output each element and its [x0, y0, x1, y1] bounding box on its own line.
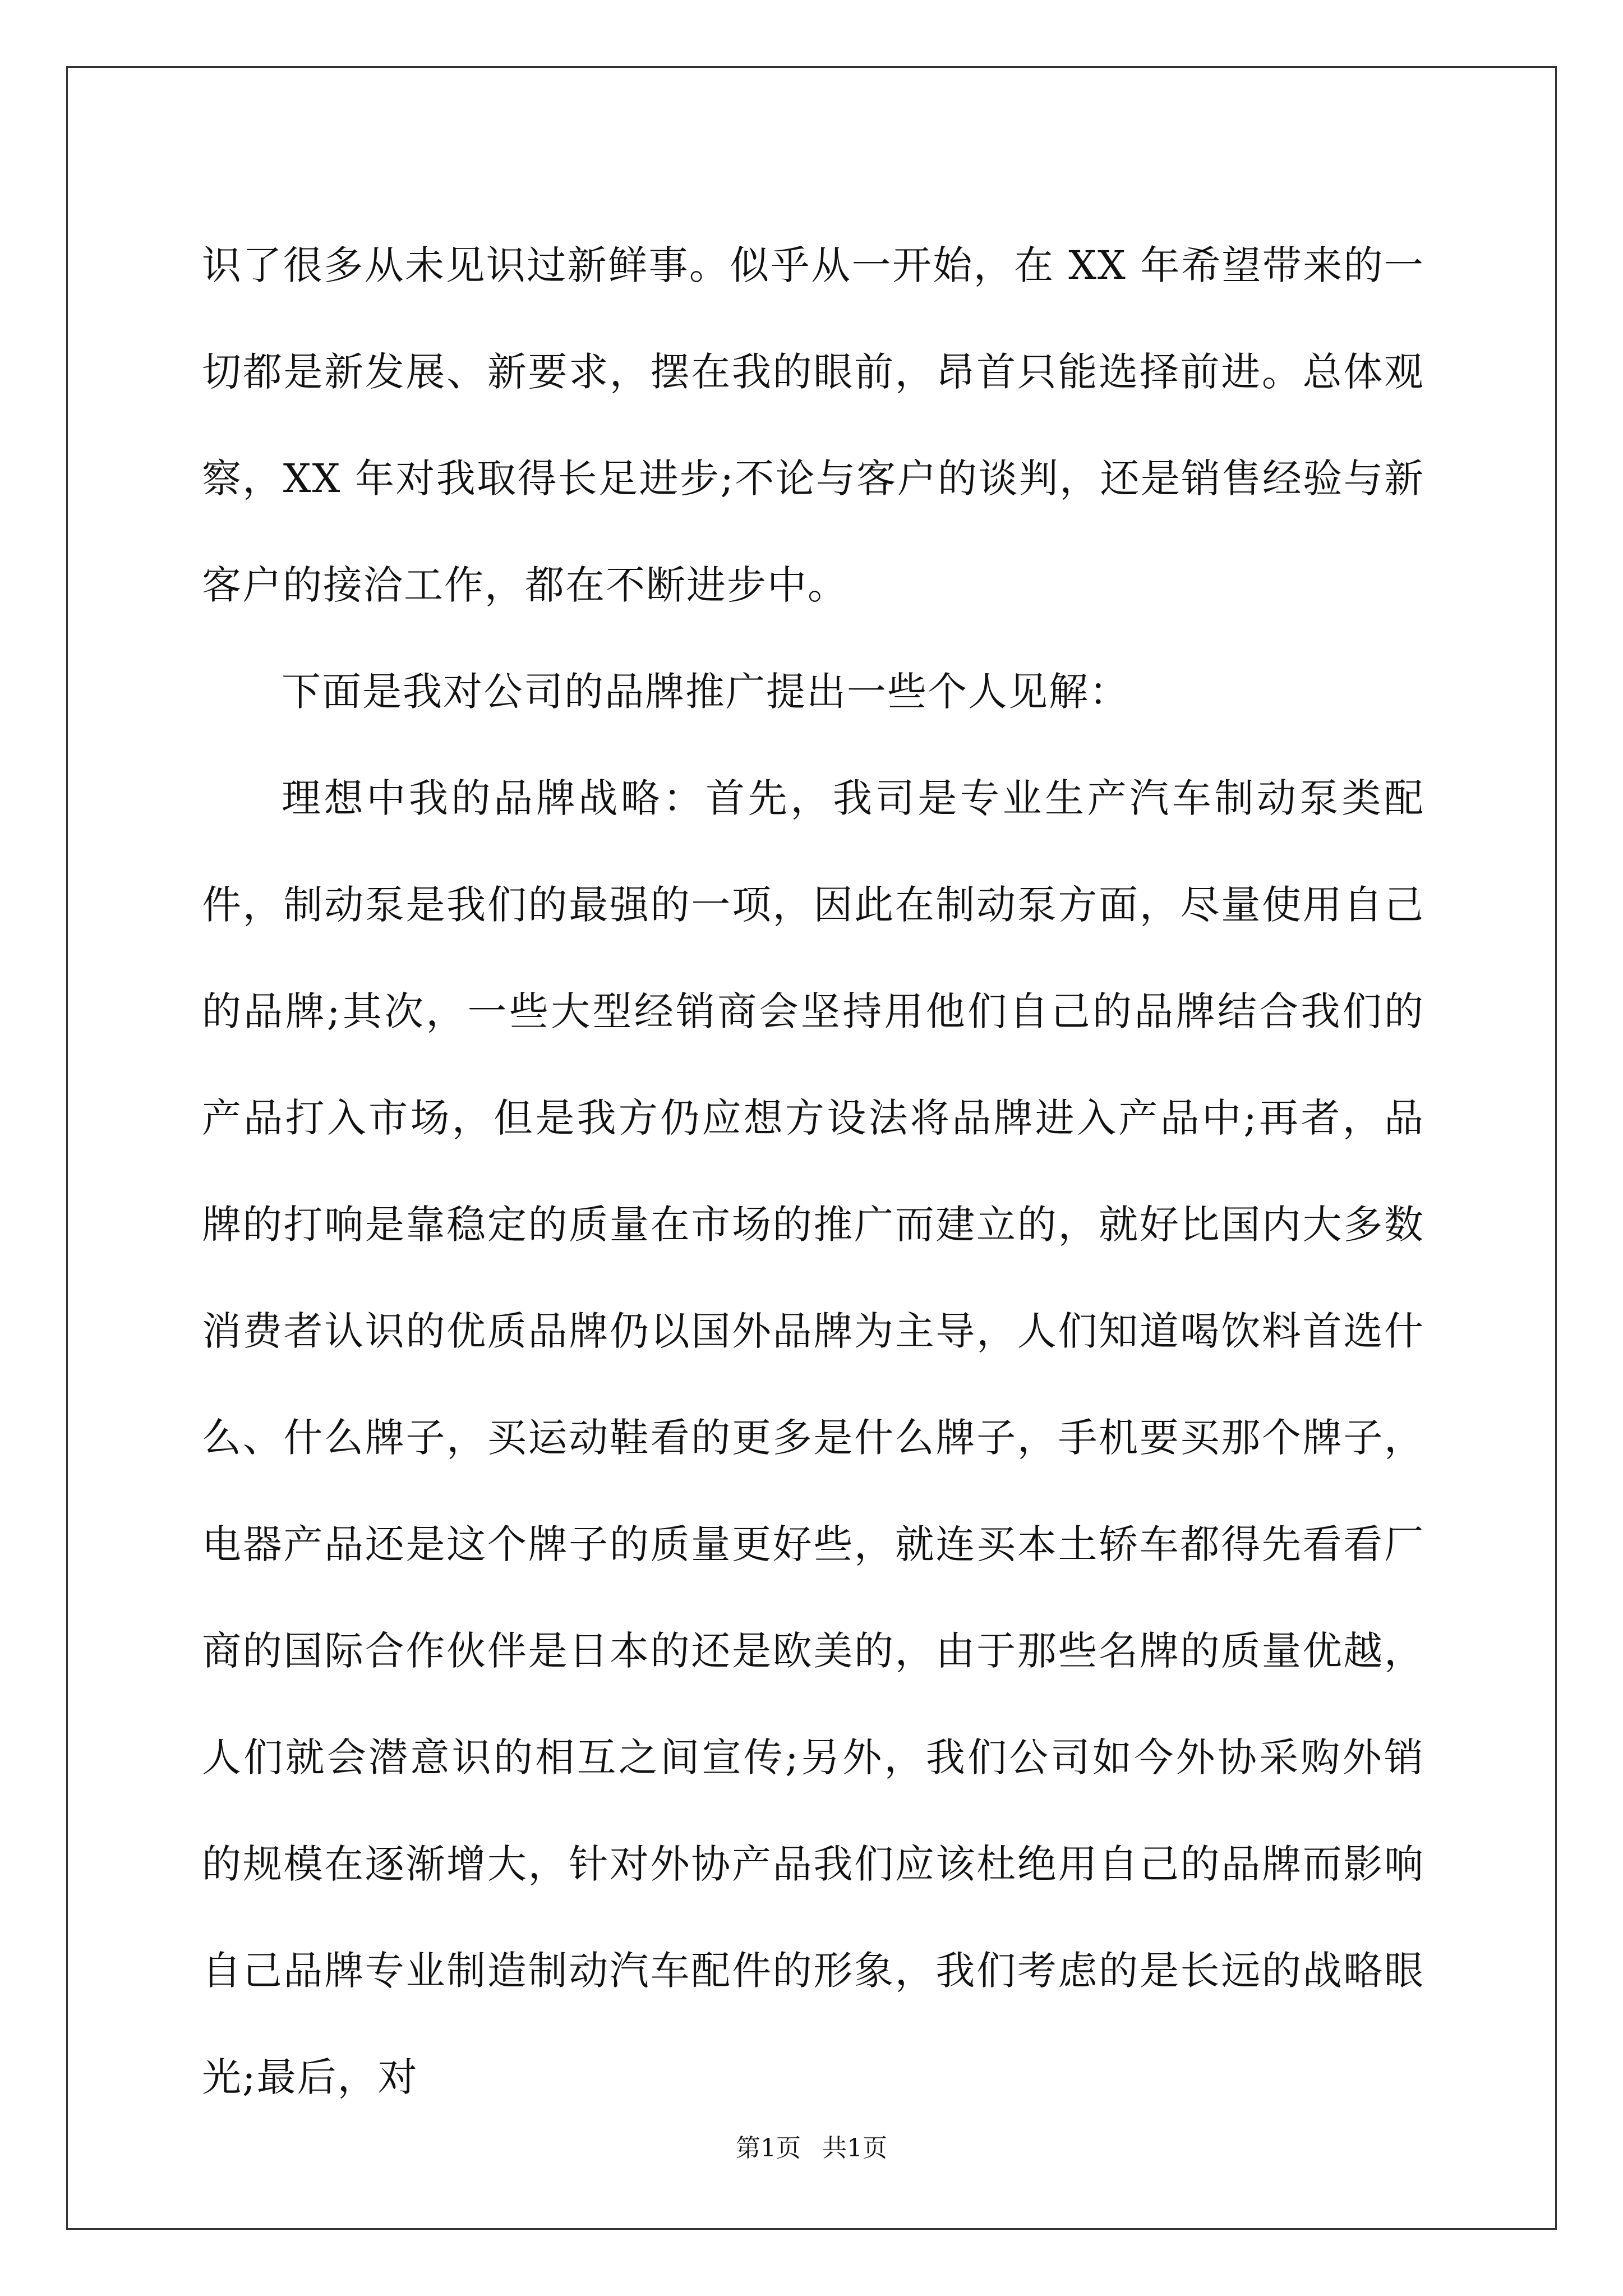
page-number: 第1页: [736, 2134, 801, 2162]
total-pages: 共1页: [822, 2134, 887, 2162]
paragraph-3: 理想中我的品牌战略：首先，我司是专业生产汽车制动泵类配件，制动泵是我们的最强的一项，因此在制动泵方面，尽量使用自己的品牌;其次，一些大型经销商会坚持用他们自己的品牌结合我们的产品打入市场，但是我方仍应想方设法将品牌进入产品中;再者，品牌的打响是靠稳定的质量在市场的推广而建立的，就好比国内大多数消费者认识的优质品牌仍以国外品牌为主导，人们知道喝饮料首选什么、什么牌子，买运动鞋看的更多是什么牌子，手机要买那个牌子，电器产品还是这个牌子的质量更好些，就连买本土轿车都得先看看厂商的国际合作伙伴是日本的还是欧美的，由于那些名牌的质量优越，人们就会潜意识的相互之间宣传;另外，我们公司如今外协采购外销的规模在逐渐增大，针对外协产品我们应该杜绝用自己的品牌而影响自己品牌专业制造制动汽车配件的形象，我们考虑的是长远的战略眼光;最后，对: [202, 775, 1424, 2100]
paragraph-2: 下面是我对公司的品牌推广提出一些个人见解：: [282, 669, 1129, 715]
document-body: [202, 212, 1424, 2131]
page-footer: [0, 2132, 1623, 2165]
paragraph-1: 识了很多从未见识过新鲜事。似乎从一开始，在 XX 年希望带来的一切都是新发展、新要求，摆在我的眼前，昂首只能选择前进。总体观察，XX 年对我取得长足进步;不论与客户的谈判，还是销售经验与新客户的接洽工作，都在不断进步中。: [202, 242, 1424, 608]
